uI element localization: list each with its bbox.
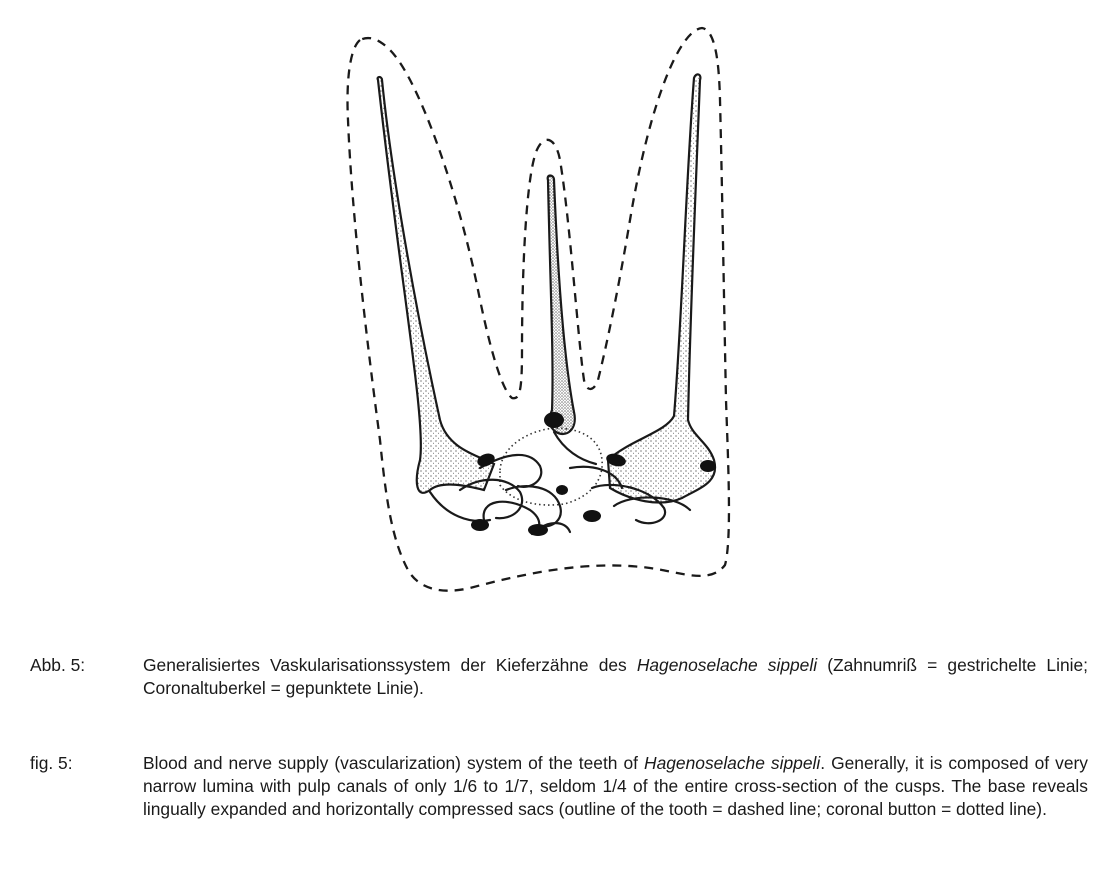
caption-german-text-start: Generalisiertes Vaskularisationssystem der Kieferzähne des [143, 655, 637, 675]
caption-german-species: Hagenoselache sippeli [636, 655, 818, 675]
caption-german-label: Abb. 5: [30, 655, 86, 675]
caption-english-label: fig. 5: [30, 753, 73, 773]
caption-english-text-end: . Generally, it is composed of very narrow lumina with pulp canals of only 1/6 to 1/7, seldom 1/4 of the entire cross-section of the cusps. The base reveals lingually expanded and horizontally compressed sacs (outline of the tooth = dashed line; coronal button = dotted line). [143, 753, 1088, 819]
right-pulp-canal [608, 74, 715, 502]
tooth-vascularization-drawing [330, 20, 750, 605]
caption-german-text [143, 654, 1088, 700]
caption-english-text-start: Blood and nerve supply (vascularization) system of the teeth of [143, 753, 645, 773]
center-pulp-canal [548, 176, 575, 434]
tooth-outline-dashed [348, 28, 729, 591]
caption-english-species: Hagenoselache sippeli [644, 753, 821, 773]
caption-english-text [143, 752, 1088, 821]
caption-german-text-end: (Zahnumriß = gestrichelte Linie; Coronaltuberkel = gepunktete Linie). [143, 655, 1088, 698]
